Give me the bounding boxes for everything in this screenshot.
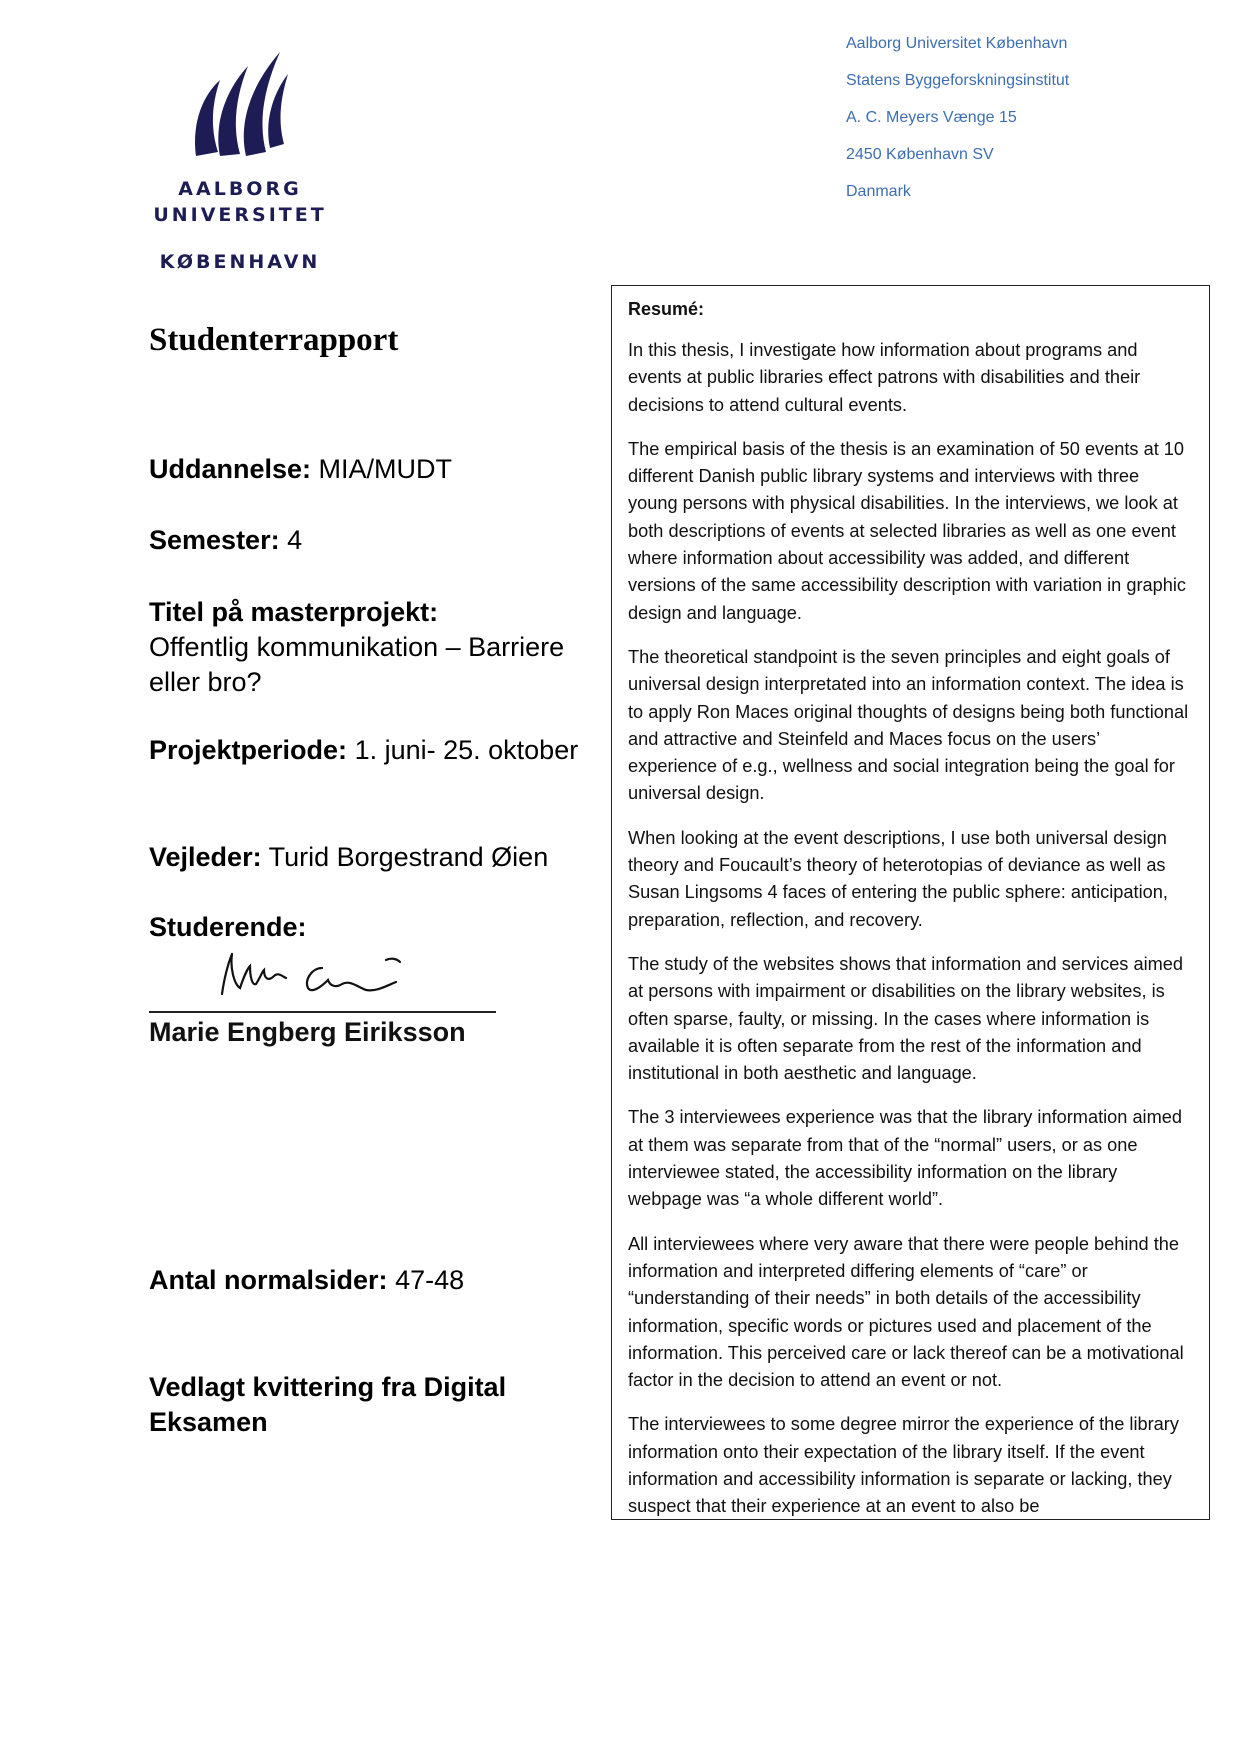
resume-paragraph: When looking at the event descriptions, I use both universal design theory and Foucault’s theory of heterotopias of deviance as well as Susan Lingsoms 4 faces of entering the public sphere: anticipation, preparation, reflection, and recovery. xyxy=(628,827,1168,930)
field-value: Offentlig kommunikation – Barriere eller bro? xyxy=(149,632,565,697)
field-label: Titel på masterprojekt: xyxy=(149,597,439,627)
address-line: Statens Byggeforskningsinstitut xyxy=(846,72,1070,89)
resume-paragraph: The study of the websites shows that information and services aimed at persons with impairment or disabilities on the library websites, is often sparse, faulty, or missing. In the cases where information is available it is often separate from the rest of the information and institutional in both aesthetic and language. xyxy=(628,953,1183,1084)
resume-paragraph: In this thesis, I investigate how information about programs and events at public libraries effect patrons with disabilities and their decisions to attend cultural events. xyxy=(628,340,1141,415)
resume-paragraph: The empirical basis of the thesis is an examination of 50 events at 10 different Danish public library systems and interviews with three young persons with physical disabilities. In the interviews, we look at both descriptions of events at selected libraries as well as one event where information about accessibility was added, and different versions of the same accessibility description with variation in graphic design and language. xyxy=(628,438,1187,623)
address-line: 2450 København SV xyxy=(846,146,994,163)
field-antal-normalsider xyxy=(149,1263,464,1298)
field-label: Vejleder: xyxy=(149,842,262,872)
field-value: 1. juni- 25. oktober xyxy=(354,735,579,765)
field-studerende xyxy=(149,910,307,945)
field-uddannelse xyxy=(149,452,452,487)
signature-icon xyxy=(210,946,430,1006)
address-line: Danmark xyxy=(846,183,911,200)
field-value: 4 xyxy=(287,525,303,555)
address-block xyxy=(846,34,1069,219)
field-projektperiode xyxy=(149,733,578,768)
resume-box xyxy=(611,285,1210,1520)
field-vejleder xyxy=(149,840,548,875)
aau-waves-icon xyxy=(190,48,290,158)
resume-paragraph: The interviewees to some degree mirror the experience of the library information onto their expectation of the library itself. If the event information and accessibility information is separate or lacking, they suspect that their experience at an event to also be xyxy=(628,1414,1179,1517)
field-value: 47-48 xyxy=(395,1265,465,1295)
field-titel xyxy=(149,595,579,700)
logo-text-kobenhavn: KØBENHAVN xyxy=(159,251,321,273)
resume-paragraph: All interviewees where very aware that there were people behind the information and interpreted differing elements of “care” or “understanding of their needs” in both details of the accessibility information, specific words or pictures used and placement of the information. This perceived care or lack thereof can be a motivational factor in the decision to attend an event or not. xyxy=(628,1233,1184,1391)
logo-text-universitet: UNIVERSITET xyxy=(153,204,327,226)
address-line: A. C. Meyers Vænge 15 xyxy=(846,109,1017,126)
student-name: Marie Engberg Eiriksson xyxy=(149,1017,466,1047)
field-semester xyxy=(149,523,302,558)
resume-paragraph: The 3 interviewees experience was that the library information aimed at them was separate from that of the “normal” users, or as one interviewee stated, the accessibility information on the library webpage was “a whole different world”. xyxy=(628,1107,1182,1210)
logo-text-aalborg: AALBORG xyxy=(178,178,302,200)
resume-heading: Resumé: xyxy=(628,299,705,319)
field-label: Studerende: xyxy=(149,912,307,942)
field-vedlagt: Vedlagt kvittering fra Digital Eksamen xyxy=(149,1372,507,1437)
university-logo xyxy=(140,48,340,278)
signature-line xyxy=(149,1011,496,1013)
field-label: Projektperiode: xyxy=(149,735,348,765)
address-line: Aalborg Universitet København xyxy=(846,35,1068,52)
field-label: Semester: xyxy=(149,525,280,555)
resume-paragraph: The theoretical standpoint is the seven principles and eight goals of universal design interpretated into an information context. The idea is to apply Ron Maces original thoughts of designs being both functional and attractive and Steinfeld and Maces focus on the users’ experience of e.g., wellness and social integration being the goal for universal design. xyxy=(628,646,1189,804)
field-label: Uddannelse: xyxy=(149,454,312,484)
field-value: MIA/MUDT xyxy=(318,454,453,484)
field-label: Antal normalsider: xyxy=(149,1265,388,1295)
page-title: Studenterrapport xyxy=(149,322,399,358)
field-value: Turid Borgestrand Øien xyxy=(268,842,549,872)
